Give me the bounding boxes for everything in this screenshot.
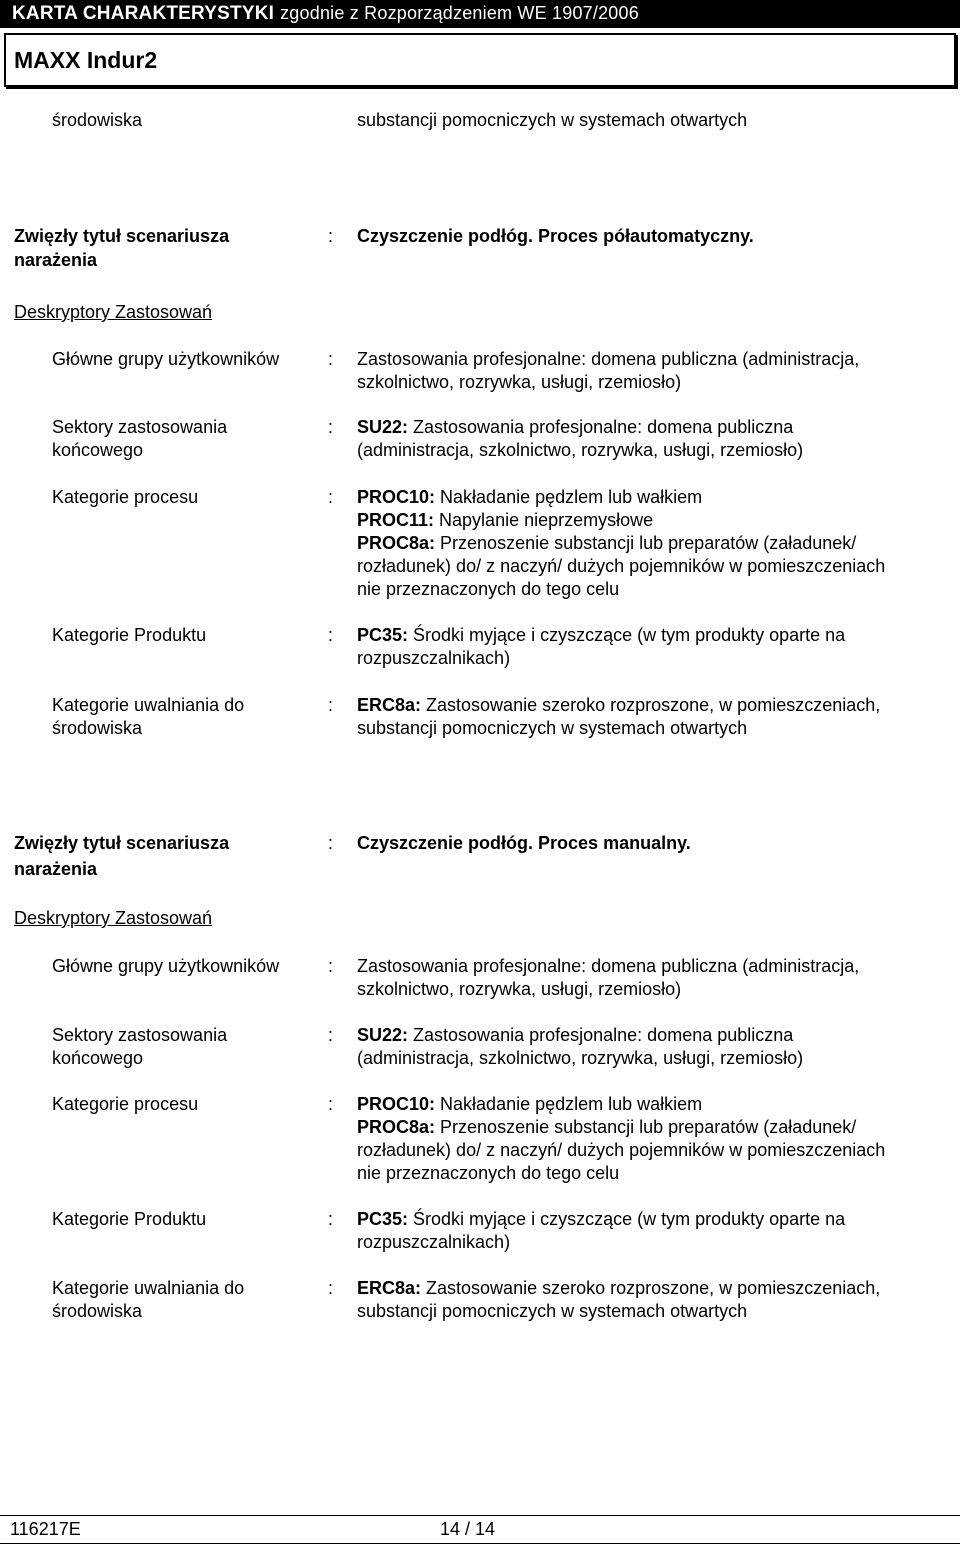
document-number: 116217E [10,1519,81,1539]
user-groups-value-cont: szkolnictwo, rozrywka, usługi, rzemiosło) [357,372,682,392]
sectors-value-cont: (administracja, szkolnictwo, rozrywka, usługi, rzemiosło) [357,1048,804,1068]
su-code: SU22: [357,417,409,437]
release-category-label-cont: środowiska [52,718,143,738]
process-line-cont: rozładunek) do/ z naczyń/ dużych pojemników w pomieszczeniach [357,1140,886,1160]
release-category-value-cont: substancji pomocniczych w systemach otwartych [357,718,748,738]
pc-code: PC35: [357,1209,409,1229]
product-category-label: Kategorie Produktu [52,1209,207,1229]
separator-colon: : [328,1094,334,1114]
separator-colon: : [328,833,334,853]
release-category-value: ERC8a: Zastosowanie szeroko rozproszone, w pomieszczeniach, [357,695,881,715]
document-subtitle: zgodnie z Rozporządzeniem WE 1907/2006 [280,3,639,23]
scenario-title-label: Zwięzły tytuł scenariusza [14,833,230,853]
process-line-cont: nie przeznaczonych do tego celu [357,1163,620,1183]
separator-colon: : [328,1209,334,1229]
erc-code: ERC8a: [357,695,422,715]
separator-colon: : [328,625,334,645]
proc-code: PROC8a: [357,533,436,553]
sectors-value-cont: (administracja, szkolnictwo, rozrywka, usługi, rzemiosło) [357,440,804,460]
su-code: SU22: [357,1025,409,1045]
user-groups-value-cont: szkolnictwo, rozrywka, usługi, rzemiosło) [357,979,682,999]
scenario-title-label-cont: narażenia [14,250,98,270]
scenario-title-label: Zwięzły tytuł scenariusza [14,226,230,246]
user-groups-value: Zastosowania profesjonalne: domena publiczna (administracja, [357,956,860,976]
release-category-label: Kategorie uwalniania do [52,1278,245,1298]
separator-colon: : [328,956,334,976]
sectors-label: Sektory zastosowania [52,1025,228,1045]
separator-colon: : [328,487,334,507]
sectors-label: Sektory zastosowania [52,417,228,437]
process-line: PROC11: Napylanie nieprzemysłowe [357,510,654,530]
release-category-value: ERC8a: Zastosowanie szeroko rozproszone, w pomieszczeniach, [357,1278,881,1298]
document-title: KARTA CHARAKTERYSTYKI zgodnie z Rozporządzeniem WE 1907/2006 [12,3,639,24]
process-line: PROC10: Nakładanie pędzlem lub wałkiem [357,487,703,507]
sectors-value: SU22: Zastosowania profesjonalne: domena publiczna [357,417,794,437]
erc-code: ERC8a: [357,1278,422,1298]
release-category-value-cont: substancji pomocniczych w systemach otwartych [357,1301,748,1321]
product-category-label: Kategorie Produktu [52,625,207,645]
product-category-value: PC35: Środki myjące i czyszczące (w tym produkty oparte na [357,1209,846,1229]
descriptors-heading: Deskryptory Zastosowań [14,908,213,928]
user-groups-value: Zastosowania profesjonalne: domena publiczna (administracja, [357,349,860,369]
release-category-label-cont: środowiska [52,1301,143,1321]
sectors-label-cont: końcowego [52,440,144,460]
product-name: MAXX Indur2 [14,47,158,73]
scenario-title-value: Czyszczenie podłóg. Proces manualny. [357,833,691,853]
page-footer [0,1515,960,1544]
user-groups-label: Główne grupy użytkowników [52,349,280,369]
separator-colon: : [328,695,334,715]
scenario-title-value: Czyszczenie podłóg. Proces półautomatyczny. [357,226,754,246]
process-label: Kategorie procesu [52,487,199,507]
pc-code: PC35: [357,625,409,645]
separator-colon: : [328,226,334,246]
product-category-value: PC35: Środki myjące i czyszczące (w tym produkty oparte na [357,625,846,645]
process-label: Kategorie procesu [52,1094,199,1114]
document-header-bar [0,0,960,28]
product-category-value-cont: rozpuszczalnikach) [357,648,511,668]
scenario-title-label-cont: narażenia [14,859,98,879]
separator-colon: : [328,417,334,437]
proc-code: PROC11: [357,510,435,530]
proc-code: PROC10: [357,1094,436,1114]
process-line: PROC8a: Przenoszenie substancji lub preparatów (załadunek/ [357,533,857,553]
process-line: PROC10: Nakładanie pędzlem lub wałkiem [357,1094,703,1114]
page-number: 14 / 14 [440,1519,496,1539]
separator-colon: : [328,349,334,369]
product-name-box [4,33,956,87]
proc-code: PROC8a: [357,1117,436,1137]
descriptors-heading: Deskryptory Zastosowań [14,302,213,322]
separator-colon: : [328,1278,334,1298]
separator-colon: : [328,1025,334,1045]
sectors-value: SU22: Zastosowania profesjonalne: domena publiczna [357,1025,794,1045]
process-line-cont: rozładunek) do/ z naczyń/ dużych pojemników w pomieszczeniach [357,556,886,576]
carryover-value: substancji pomocniczych w systemach otwartych [357,110,748,130]
sectors-label-cont: końcowego [52,1048,144,1068]
product-category-value-cont: rozpuszczalnikach) [357,1232,511,1252]
carryover-label: środowiska [52,110,143,130]
user-groups-label: Główne grupy użytkowników [52,956,280,976]
proc-code: PROC10: [357,487,436,507]
release-category-label: Kategorie uwalniania do [52,695,245,715]
process-line: PROC8a: Przenoszenie substancji lub preparatów (załadunek/ [357,1117,857,1137]
process-line-cont: nie przeznaczonych do tego celu [357,579,620,599]
